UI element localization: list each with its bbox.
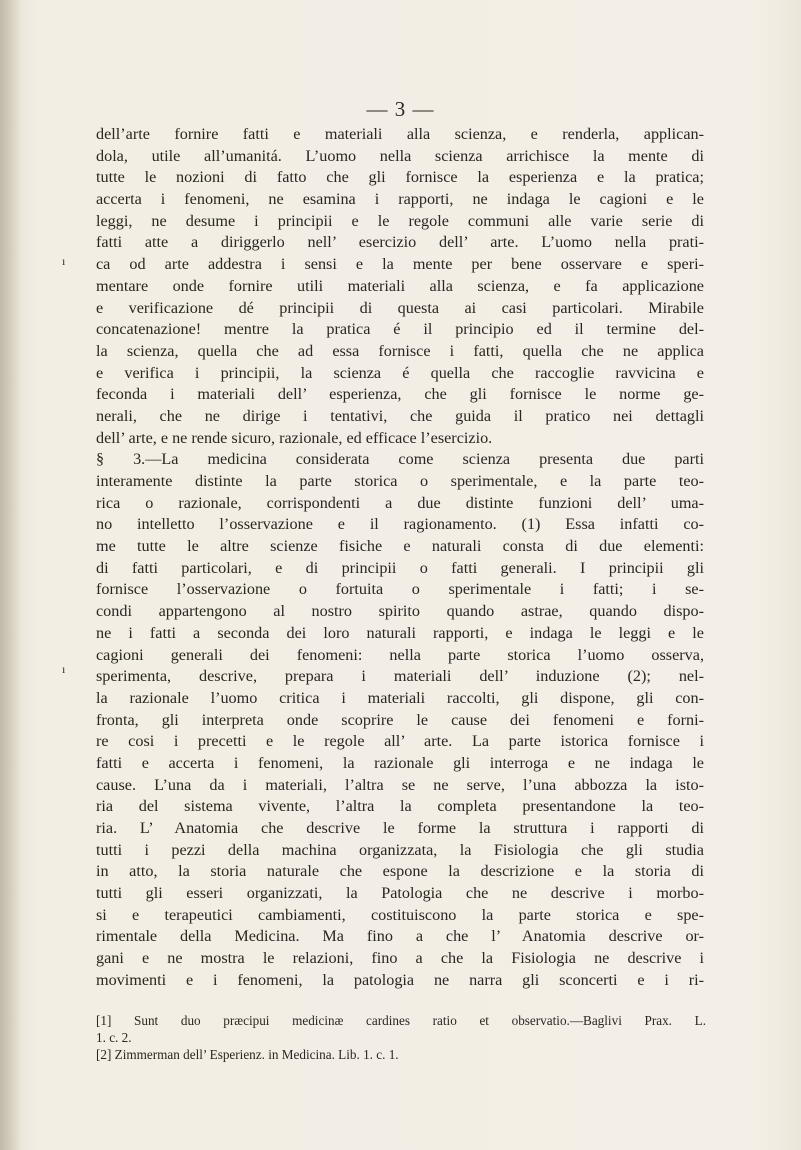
- text-line: cause. L’una da i materiali, l’altra se ne serve, l’una abbozza la isto-: [96, 775, 704, 794]
- text-line: fornisce l’osservazione o fortuita o sperimentale i fatti; i se-: [96, 580, 704, 599]
- text-line: la scienza, quella che ad essa fornisce i fatti, quella che ne applica: [96, 341, 704, 360]
- footnote-line: 1. c. 2.: [96, 1030, 132, 1045]
- text-line: concatenazione! mentre la pratica é il principio ed il termine del-: [96, 320, 704, 339]
- text-line: leggi, ne desume i principii e le regole communi alle varie serie di: [96, 211, 704, 230]
- text-line: ne i fatti a seconda dei loro naturali rapporti, e indaga le leggi e le: [96, 623, 704, 642]
- text-line: feconda i materiali dell’ esperienza, che gli fornisce le norme ge-: [96, 385, 704, 404]
- text-line: fatti atte a diriggerlo nell’ esercizio dell’ arte. L’uomo nella prati-: [96, 233, 704, 252]
- text-line: rimentale della Medicina. Ma fino a che l’ Anatomia descrive or-: [96, 927, 704, 946]
- text-line: movimenti e i fenomeni, la patologia ne narra gli sconcerti e i ri-: [96, 970, 704, 989]
- text-line: cagioni generali dei fenomeni: nella parte storica l’uomo osserva,: [96, 645, 704, 664]
- footnotes: [96, 1012, 706, 1063]
- text-line: fatti e accerta i fenomeni, la razionale gli interroga e ne indaga le: [96, 753, 704, 772]
- text-line: no intelletto l’osservazione e il ragionamento. (1) Essa infatti co-: [96, 515, 704, 534]
- text-line: di fatti particolari, e di principii o fatti generali. I principii gli: [96, 558, 704, 577]
- body-text: [96, 124, 704, 992]
- text-line: fronta, gli interpreta onde scoprire le cause dei fenomeni e forni-: [96, 710, 704, 729]
- text-line: gani e ne mostra le relazioni, fino a che la Fisiologia ne descrive i: [96, 949, 704, 968]
- text-line: e verifica i principii, la scienza é quella che raccoglie ravvicina e: [96, 363, 704, 382]
- text-line: me tutte le altre scienze fisiche e naturali consta di due elementi:: [96, 537, 704, 556]
- text-line: in atto, la storia naturale che espone la descrizione e la storia di: [96, 862, 704, 881]
- text-line: e verificazione dé principii di questa ai casi particolari. Mirabile: [96, 298, 704, 317]
- text-line: mentare onde fornire utili materiali alla scienza, e fa applicazione: [96, 276, 704, 295]
- text-line: ria del sistema vivente, l’altra la completa presentandone la teo-: [96, 797, 704, 816]
- text-line: § 3.—La medicina considerata come scienza presenta due parti: [96, 450, 704, 469]
- margin-mark: ı: [62, 662, 66, 676]
- footnote-line: [2] Zimmerman dell’ Esperienz. in Medicina. Lib. 1. c. 1.: [96, 1047, 399, 1062]
- text-line: dell’arte fornire fatti e materiali alla scienza, e renderla, applican-: [96, 125, 704, 143]
- text-line: sperimenta, descrive, prepara i materiali dell’ induzione (2); nel-: [96, 667, 704, 686]
- text-line: rica o razionale, corrispondenti a due distinte funzioni dell’ uma-: [96, 493, 704, 512]
- text-line: condi appartengono al nostro spirito quando astrae, quando dispo-: [96, 602, 704, 621]
- text-line: tutti i pezzi della machina organizzata, la Fisiologia che gli studia: [96, 840, 704, 859]
- text-line: interamente distinte la parte storica o sperimentale, e la parte teo-: [96, 472, 704, 490]
- text-line: accerta i fenomeni, ne esamina i rapporti, ne indaga le cagioni e le: [96, 190, 704, 209]
- text-line: re cosi i precetti e le regole all’ arte. La parte istorica fornisce i: [96, 732, 704, 751]
- page-number: — 3 —: [366, 97, 435, 121]
- text-line: dell’ arte, e ne rende sicuro, razionale, ed efficace l’esercizio.: [96, 428, 493, 447]
- text-line: ria. L’ Anatomia che descrive le forme la struttura i rapporti di: [96, 819, 704, 837]
- footnote-line: [1] Sunt duo præcipui medicinæ cardines ratio et observatio.—Baglivi Prax. L.: [96, 1013, 706, 1028]
- text-line: si e terapeutici cambiamenti, costituiscono la parte storica e spe-: [96, 905, 704, 924]
- text-line: tutti gli esseri organizzati, la Patologia che ne descrive i morbo-: [96, 884, 704, 903]
- text-line: dola, utile all’umanitá. L’uomo nella scienza arrichisce la mente di: [96, 146, 704, 165]
- text-line: nerali, che ne dirige i tentativi, che guida il pratico nei dettagli: [96, 406, 704, 425]
- text-line: ca od arte addestra i sensi e la mente per bene osservare e speri-: [96, 255, 704, 274]
- text-line: tutte le nozioni di fatto che gli fornisce la esperienza e la pratica;: [96, 168, 704, 187]
- text-line: la razionale l’uomo critica i materiali raccolti, gli dispone, gli con-: [96, 688, 704, 707]
- page-edge-shadow: [0, 0, 22, 1150]
- margin-mark: ı: [62, 254, 66, 268]
